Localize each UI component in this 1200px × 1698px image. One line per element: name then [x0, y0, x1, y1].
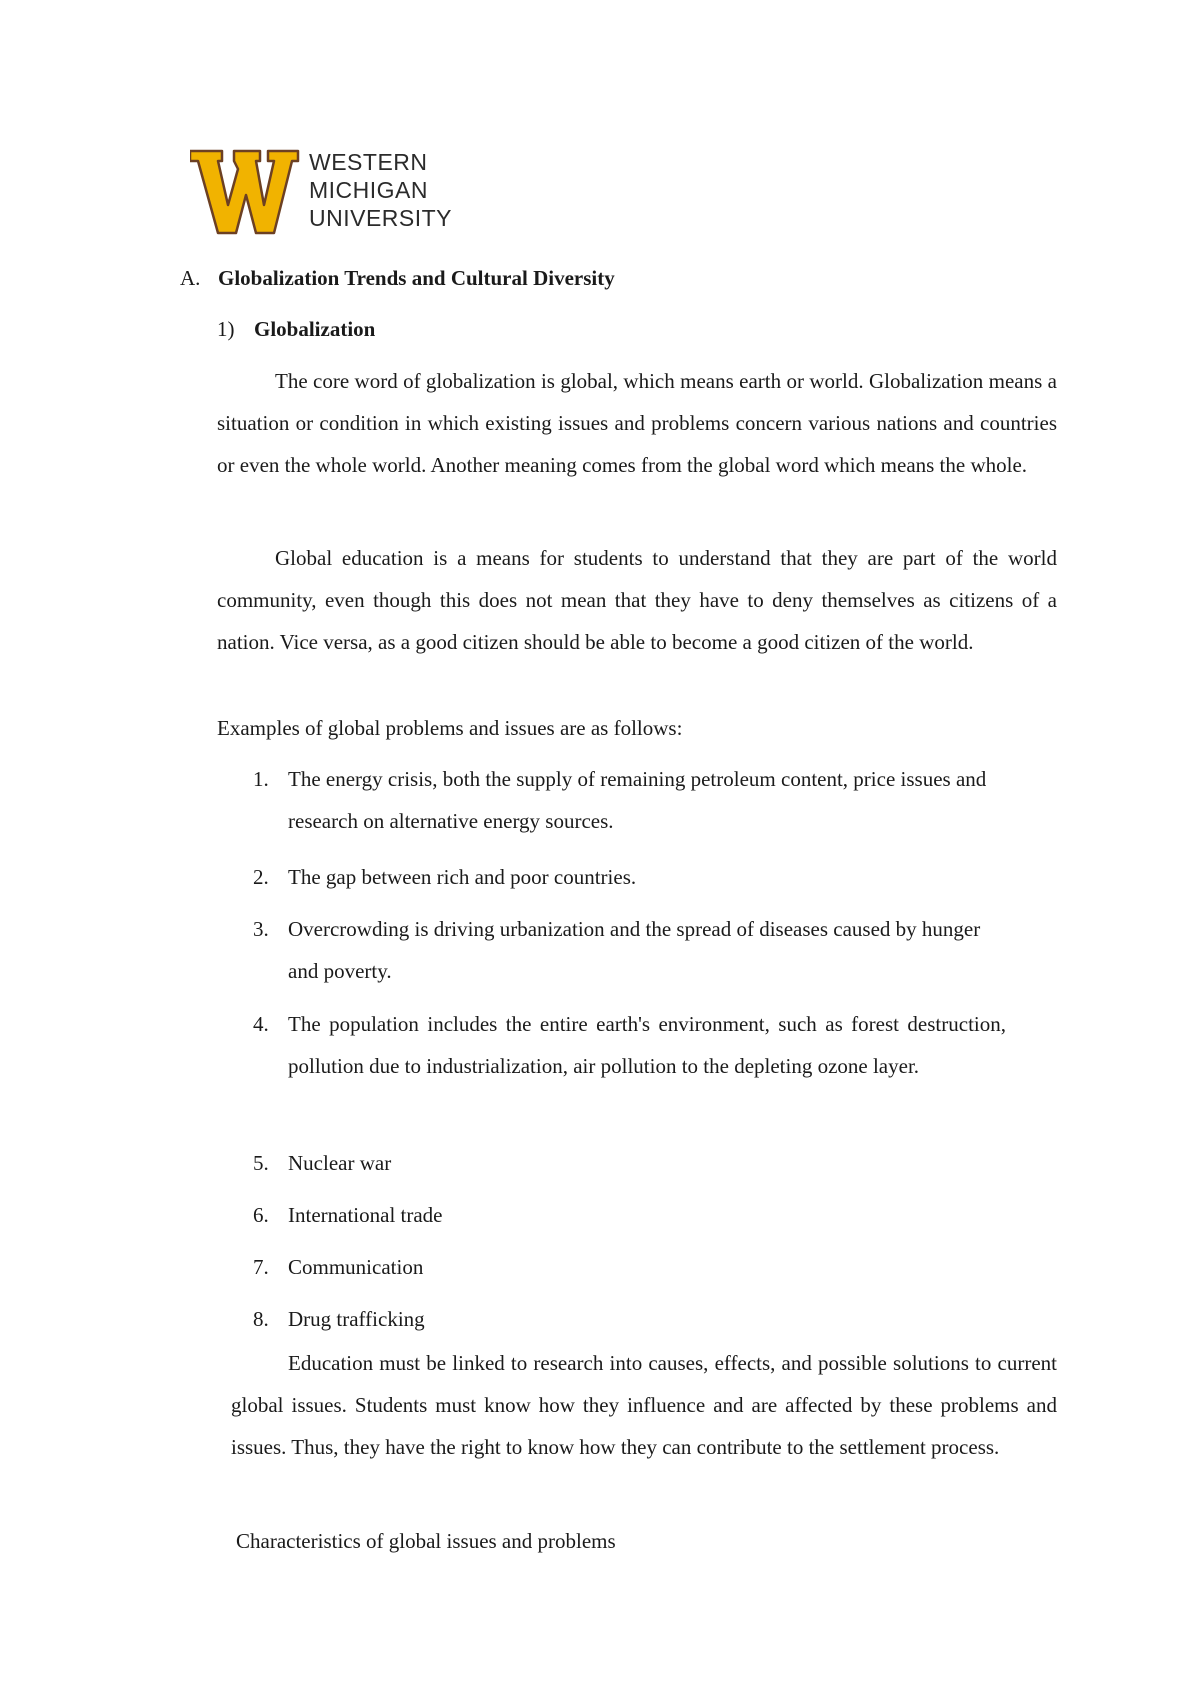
list-item-number: 5. [253, 1151, 269, 1175]
list-item-text: Communication [288, 1255, 424, 1279]
wordmark-line-3: UNIVERSITY [309, 205, 453, 231]
section-heading [180, 264, 615, 292]
list-item-number: 8. [253, 1307, 269, 1331]
list-item-text: International trade [288, 1203, 443, 1227]
list-item-text: Nuclear war [288, 1151, 392, 1175]
list-item-number: 6. [253, 1203, 269, 1227]
section-marker: A. [180, 266, 201, 290]
wordmark-line-1: WESTERN [309, 149, 428, 175]
wordmark-line-2: MICHIGAN [309, 177, 428, 203]
examples-intro: Examples of global problems and issues are as follows: [217, 716, 683, 740]
paragraph-globalization-definition: The core word of globalization is global, which means earth or world. Globalization means a situation or condition in which existing issues and problems concern various nations and countries or even the whole world. Another meaning comes from the global word which means the whole. [217, 369, 1057, 477]
list-item-text: Drug trafficking [288, 1307, 425, 1331]
list-item-text: The gap between rich and poor countries. [288, 865, 637, 889]
paragraph-education-research: Education must be linked to research into causes, effects, and possible solutions to current global issues. Students must know how they influence and are affected by these problems and issues. Thus, they have the right to know how they can contribute to the settlement process. [231, 1351, 1057, 1459]
list-item-number: 1. [253, 767, 269, 791]
subsection-marker: 1) [217, 317, 235, 341]
subsection-heading [217, 315, 376, 343]
list-item-number: 4. [253, 1012, 269, 1036]
paragraph-global-education: Global education is a means for students to understand that they are part of the world community, even though this does not mean that they have to deny themselves as citizens of a nation. Vice versa, as a good citizen should be able to become a good citizen of the world. [217, 546, 1057, 654]
list-item-text: The energy crisis, both the supply of remaining petroleum content, price issues and research on alternative energy sources. [288, 767, 987, 833]
list-item-number: 2. [253, 865, 269, 889]
subsection-title: Globalization [254, 317, 376, 341]
section-title: Globalization Trends and Cultural Diversity [218, 266, 615, 290]
wmu-w-icon [190, 147, 300, 237]
list-item-text: Overcrowding is driving urbanization and the spread of diseases caused by hunger and poverty. [288, 917, 981, 983]
wmu-wordmark [309, 148, 452, 232]
characteristics-heading: Characteristics of global issues and problems [236, 1529, 616, 1553]
list-item-number: 7. [253, 1255, 269, 1279]
list-item-number: 3. [253, 917, 269, 941]
list-item-text: The population includes the entire earth's environment, such as forest destruction, pollution due to industrialization, air pollution to the depleting ozone layer. [288, 1012, 1006, 1078]
